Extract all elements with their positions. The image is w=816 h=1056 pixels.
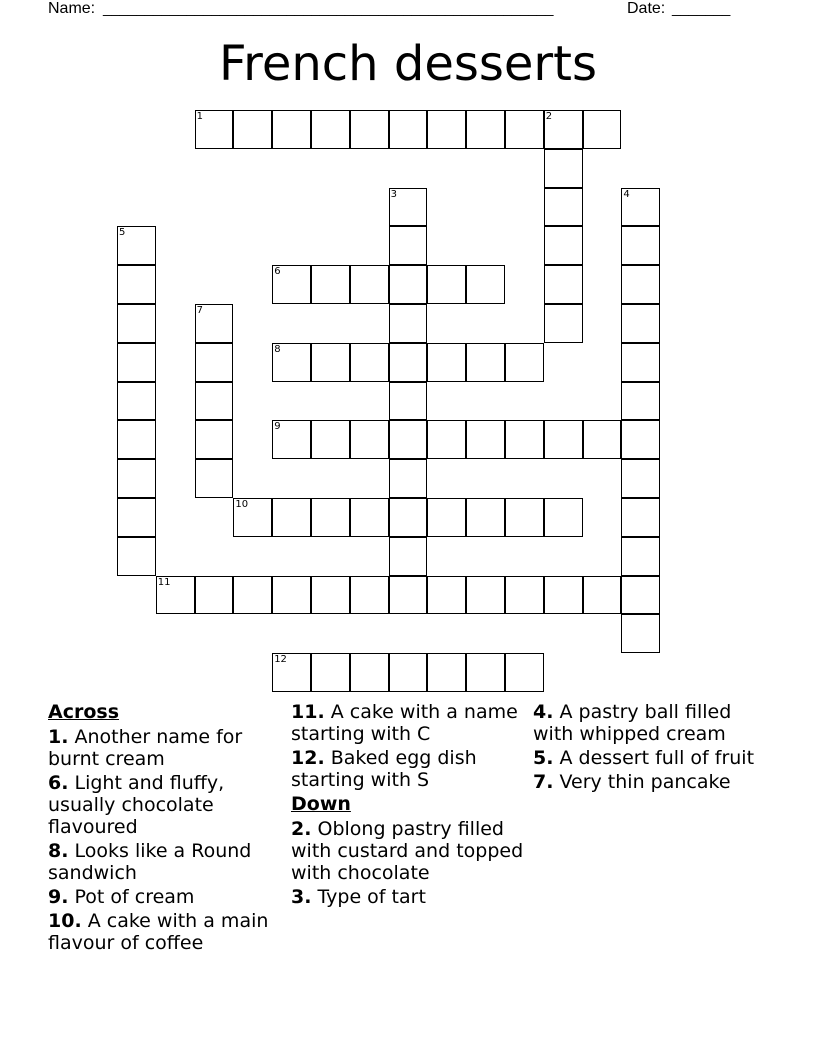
grid-cell[interactable] <box>621 420 660 459</box>
grid-cell[interactable] <box>311 498 350 537</box>
clue-across-10: 10. A cake with a main flavour of coffee <box>48 910 269 954</box>
grid-cell[interactable] <box>505 420 544 459</box>
grid-cell[interactable] <box>311 420 350 459</box>
grid-cell[interactable] <box>272 498 311 537</box>
grid-cell[interactable] <box>350 653 389 692</box>
grid-cell[interactable] <box>621 498 660 537</box>
grid-cell[interactable] <box>117 265 156 304</box>
grid-cell[interactable] <box>621 614 660 653</box>
grid-cell[interactable] <box>389 537 428 576</box>
clue-number: 12 <box>274 654 287 666</box>
grid-cell[interactable] <box>350 265 389 304</box>
grid-cell[interactable] <box>621 265 660 304</box>
clue-number: 1 <box>196 111 203 122</box>
clue-number: 9 <box>274 421 281 433</box>
grid-cell[interactable] <box>544 110 583 149</box>
grid-cell[interactable] <box>583 110 622 149</box>
grid-cell[interactable] <box>117 226 156 265</box>
grid-cell[interactable] <box>505 653 544 692</box>
grid-cell[interactable] <box>544 420 583 459</box>
grid-cell[interactable] <box>311 653 350 692</box>
grid-cell[interactable] <box>389 226 428 265</box>
clue-across-8: 8. Looks like a Round sandwich <box>48 840 252 884</box>
grid-cell[interactable] <box>350 420 389 459</box>
grid-cell[interactable] <box>621 226 660 265</box>
clue-number: 11 <box>157 576 171 588</box>
grid-cell[interactable] <box>621 304 660 343</box>
grid-cell[interactable] <box>117 459 156 498</box>
name-label: Name: <box>48 0 96 17</box>
grid-cell[interactable] <box>389 188 428 227</box>
grid-cell[interactable] <box>350 498 389 537</box>
down-heading: Down <box>291 793 351 815</box>
grid-cell[interactable] <box>311 343 350 382</box>
grid-cell[interactable] <box>233 576 272 615</box>
grid-cell[interactable] <box>505 110 544 149</box>
grid-cell[interactable] <box>583 576 622 615</box>
grid-cell[interactable] <box>117 343 156 382</box>
grid-cell[interactable] <box>195 420 234 459</box>
grid-cell[interactable] <box>466 420 505 459</box>
grid-cell[interactable] <box>195 459 234 498</box>
grid-cell[interactable] <box>389 459 428 498</box>
grid-cell[interactable] <box>389 382 428 421</box>
clue-column-1 <box>48 701 288 956</box>
grid-cell[interactable] <box>427 576 466 615</box>
clue-down-2: 2. Oblong pastry filled with custard and topped with chocolate <box>291 818 524 884</box>
grid-cell[interactable] <box>621 343 660 382</box>
page-title: French desserts <box>219 36 597 92</box>
clue-down-5: 5. A dessert full of fruit <box>533 747 755 769</box>
grid-cell[interactable] <box>195 110 234 149</box>
clue-across-1: 1. Another name for burnt cream <box>48 726 243 770</box>
grid-cell[interactable] <box>156 576 195 615</box>
grid-cell[interactable] <box>544 226 583 265</box>
grid-cell[interactable] <box>466 576 505 615</box>
grid-cell[interactable] <box>272 420 311 459</box>
clue-number: 8 <box>274 343 281 355</box>
grid-cell[interactable] <box>427 110 466 149</box>
grid-cell[interactable] <box>466 265 505 304</box>
clue-across-9: 9. Pot of cream <box>48 886 195 908</box>
grid-cell[interactable] <box>350 576 389 615</box>
grid-cell[interactable] <box>350 110 389 149</box>
grid-cell[interactable] <box>505 343 544 382</box>
date-blank[interactable]: _______ <box>672 0 731 17</box>
clue-across-12: 12. Baked egg dish starting with S <box>291 747 477 791</box>
grid-cell[interactable] <box>311 110 350 149</box>
grid-cell[interactable] <box>427 498 466 537</box>
grid-cell[interactable] <box>311 576 350 615</box>
grid-cell[interactable] <box>621 188 660 227</box>
grid-cell[interactable] <box>272 576 311 615</box>
grid-cell[interactable] <box>466 653 505 692</box>
clue-number: 5 <box>119 227 126 239</box>
grid-cell[interactable] <box>544 265 583 304</box>
grid-cell[interactable] <box>195 576 234 615</box>
grid-cell[interactable] <box>389 265 428 304</box>
grid-cell[interactable] <box>621 459 660 498</box>
grid-cell[interactable] <box>389 304 428 343</box>
grid-cell[interactable] <box>505 498 544 537</box>
clue-across-11: 11. A cake with a name starting with C <box>291 701 518 745</box>
grid-cell[interactable] <box>272 653 311 692</box>
across-heading: Across <box>48 701 120 723</box>
grid-cell[interactable] <box>389 498 428 537</box>
grid-cell[interactable] <box>544 304 583 343</box>
grid-cell[interactable] <box>621 537 660 576</box>
grid-cell[interactable] <box>583 420 622 459</box>
clue-column-3 <box>533 701 763 795</box>
clue-number: 4 <box>623 188 630 200</box>
clue-number: 7 <box>196 305 203 316</box>
grid-cell[interactable] <box>117 537 156 576</box>
grid-cell[interactable] <box>621 576 660 615</box>
grid-cell[interactable] <box>233 498 272 537</box>
grid-cell[interactable] <box>544 576 583 615</box>
grid-cell[interactable] <box>117 382 156 421</box>
grid-cell[interactable] <box>389 420 428 459</box>
grid-cell[interactable] <box>311 265 350 304</box>
clue-number: 2 <box>545 111 553 122</box>
grid-cell[interactable] <box>466 110 505 149</box>
grid-cell[interactable] <box>505 576 544 615</box>
grid-cell[interactable] <box>117 498 156 537</box>
clue-number: 10 <box>235 499 249 510</box>
grid-cell[interactable] <box>427 343 466 382</box>
grid-cell[interactable] <box>117 304 156 343</box>
grid-cell[interactable] <box>466 343 505 382</box>
clue-down-7: 7. Very thin pancake <box>533 771 731 793</box>
clue-column-2 <box>291 701 527 910</box>
grid-cell[interactable] <box>272 110 311 149</box>
grid-cell[interactable] <box>621 382 660 421</box>
grid-cell[interactable] <box>389 110 428 149</box>
clue-number: 6 <box>274 266 281 278</box>
grid-cell[interactable] <box>233 110 272 149</box>
grid-cell[interactable] <box>389 576 428 615</box>
grid-cell[interactable] <box>195 382 234 421</box>
grid-cell[interactable] <box>389 653 428 692</box>
grid-cell[interactable] <box>195 304 234 343</box>
grid-cell[interactable] <box>272 343 311 382</box>
grid-cell[interactable] <box>544 188 583 227</box>
clue-number: 3 <box>390 188 397 200</box>
clue-down-3: 3. Type of tart <box>291 886 426 908</box>
grid-cell[interactable] <box>544 498 583 537</box>
clue-down-4: 4. A pastry ball filled with whipped cream <box>533 701 732 745</box>
grid-cell[interactable] <box>117 420 156 459</box>
grid-cell[interactable] <box>350 343 389 382</box>
grid-cell[interactable] <box>427 653 466 692</box>
date-label: Date: <box>627 0 666 17</box>
clue-across-6: 6. Light and fluffy, usually chocolate flavoured <box>48 772 225 838</box>
grid-cell[interactable] <box>389 343 428 382</box>
grid-cell[interactable] <box>195 343 234 382</box>
grid-cell[interactable] <box>427 265 466 304</box>
grid-cell[interactable] <box>272 265 311 304</box>
grid-cell[interactable] <box>544 149 583 188</box>
name-blank[interactable]: ______________________________________________________ <box>103 0 554 17</box>
grid-cell[interactable] <box>466 498 505 537</box>
grid-cell[interactable] <box>427 420 466 459</box>
